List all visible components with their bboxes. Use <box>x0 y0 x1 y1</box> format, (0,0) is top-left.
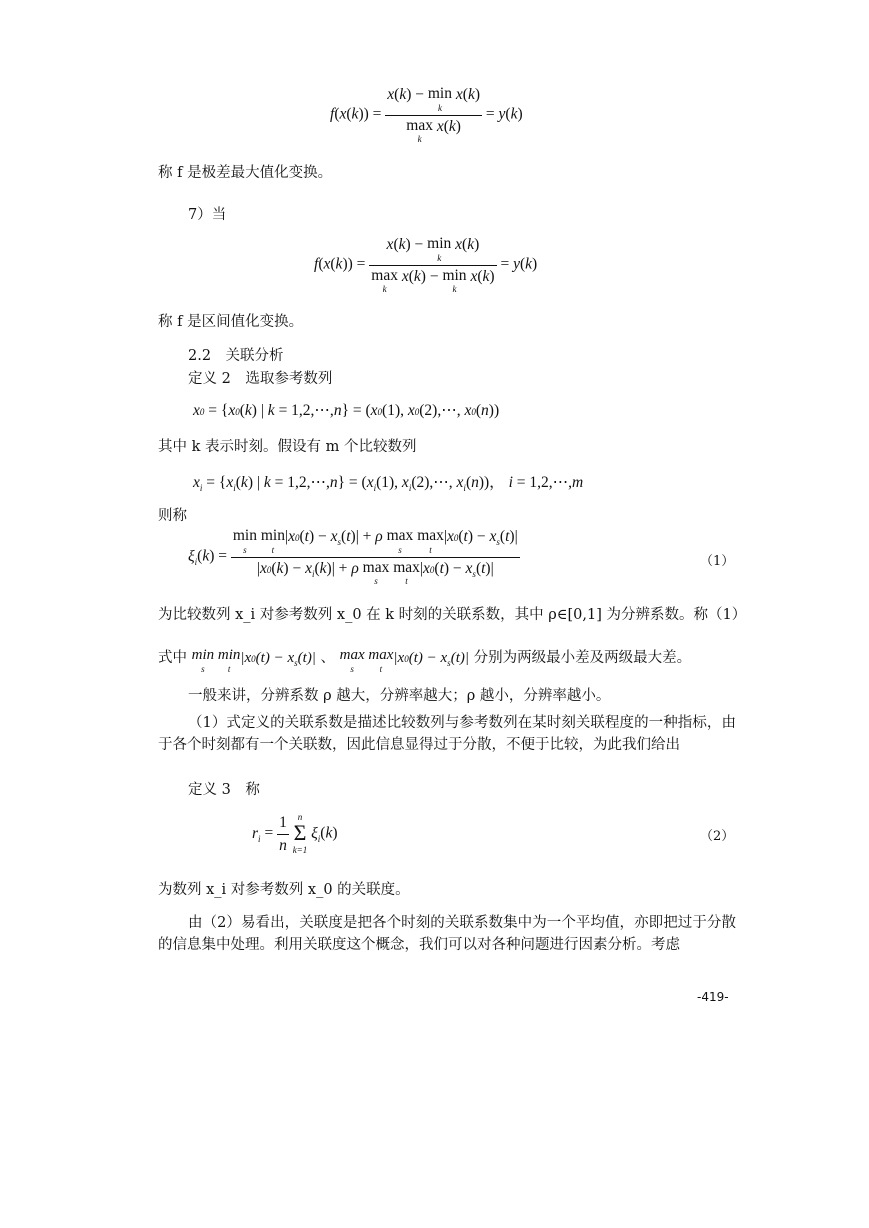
paragraph-minmax <box>158 648 691 674</box>
paragraph-comparison: 其中 k 表示时刻。假设有 m 个比较数列 <box>158 439 417 455</box>
definition-3: 定义 3 称 <box>188 782 260 798</box>
formula-relational-coefficient: $\xi_i(k)$ = min s min t $|x0(t) - x_s(t)| + \rho$ max s max t $|x0(t) - x_s(t)|$ $|x0(k) - x_i(k)| + \rho$ max s max t $|x0(t) - x_s(t)|$ <box>188 527 518 586</box>
paragraph-definition-intro-text: （1）式定义的关联系数是描述比较数列与参考数列在某时刻关联程度的一种指标，由于各个时刻都有一个关联数，因此信息显得过于分散，不便于比较，为此我们给出 <box>158 715 736 753</box>
inline-min-min: min s min t $|x0(t) - x_s(t)|$ <box>191 647 316 674</box>
formula-comparison-sequence: $x_i = \{x_i(k)$ | k = 1,2,⋯,n} = ($x_i(1)$, $x_i(2),\cdots$, $x_i(n)$)， i = 1,2,⋯,m <box>193 474 584 494</box>
paragraph-definition-intro <box>158 712 736 756</box>
paragraph-interval: 称 f 是区间值化变换。 <box>158 314 304 330</box>
equation-number-2: （2） <box>700 829 735 844</box>
paragraph-summary-text: 由（2）易看出，关联度是把各个时刻的关联系数集中为一个平均值，亦即把过于分散的信息集中处理。利用关联度这个概念，我们可以对各种问题进行因素分析。考虑 <box>158 915 736 953</box>
formula-relational-degree: $r_i$ = $\frac{1}{n}$ n Σ k=1 $\xi_i(k)$ <box>252 812 338 855</box>
paragraph-degree-desc: 为数列 x_i 对参考数列 x_0 的关联度。 <box>158 882 410 898</box>
formula-max-normalization: f(x(k)) = x(k) − min k x(k) max k x(k) = y(k) <box>330 85 523 144</box>
equation-number-1: （1） <box>700 554 735 569</box>
text-suffix: 分别为两级最小差及两级最大差。 <box>473 650 692 666</box>
definition-2: 定义 2 选取参考数列 <box>188 371 333 387</box>
paragraph-summary <box>158 912 736 956</box>
paragraph-resolution: 一般来讲，分辨系数 ρ 越大，分辨率越大；ρ 越小，分辨率越小。 <box>188 688 611 704</box>
item-7: 7）当 <box>188 207 227 223</box>
text-separator: 、 <box>320 650 336 666</box>
page-number: -419- <box>697 990 729 1004</box>
formula-interval-normalization: f(x(k)) = x(k) − min k x(k) max k x(k) − min k x(k) = y(k) <box>314 235 538 294</box>
paragraph-coefficient-desc: 为比较数列 x_i 对参考数列 x_0 在 k 时刻的关联系数，其中 ρ∈[0,1] 为分辨系数。称（1） <box>158 607 747 623</box>
text-prefix: 式中 <box>158 650 187 666</box>
paragraph-range-max: 称 f 是极差最大值化变换。 <box>158 165 333 181</box>
formula-reference-sequence: x0 = {x0(k) | k = 1,2,⋯,n} = (x0(1), x0(2),⋯, x0(n)) <box>193 402 500 419</box>
inline-max-max: max s max t $|x0(t) - x_s(t)|$ <box>339 647 469 674</box>
section-heading: 2.2 关联分析 <box>188 348 284 364</box>
paragraph-then: 则称 <box>158 508 187 524</box>
